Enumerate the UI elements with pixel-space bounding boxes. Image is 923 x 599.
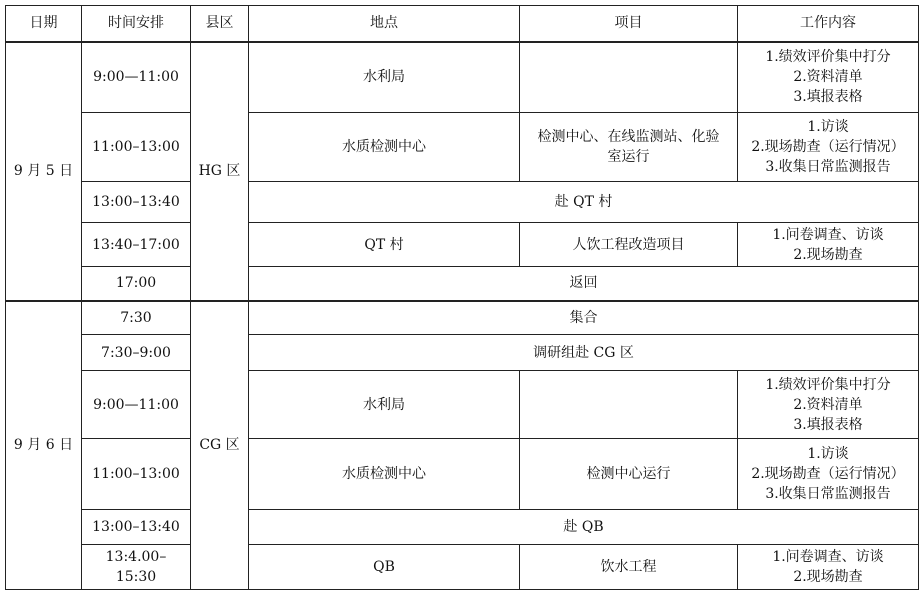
time-cell: 7:30–9:00 (82, 335, 191, 371)
table-row (6, 267, 919, 301)
project-cell (520, 371, 738, 439)
work-cell (738, 545, 919, 590)
activity-span-cell: 赴 QB (249, 510, 919, 545)
schedule-table (5, 5, 919, 590)
activity-span-cell: 返回 (249, 267, 919, 301)
table-row (6, 439, 919, 510)
work-item: 2.现场勘查（运行情况） (751, 139, 905, 155)
place-cell: 水质检测中心 (249, 113, 520, 182)
table-row (6, 223, 919, 267)
work-item: 2.资料清单 (793, 396, 863, 413)
work-cell (738, 113, 919, 182)
work-item: 2.现场勘查 (793, 569, 863, 585)
header-place: 地点 (249, 6, 520, 42)
work-item: 3.填报表格 (793, 89, 863, 106)
time-cell: 13:40–17:00 (82, 223, 191, 267)
header-row (6, 6, 919, 42)
project-cell (520, 113, 738, 182)
time-cell: 17:00 (82, 267, 191, 301)
work-cell (738, 223, 919, 267)
time-cell: 13:00–13:40 (82, 510, 191, 545)
time-cell: 13:00–13:40 (82, 182, 191, 223)
time-cell: 7:30 (82, 301, 191, 335)
header-time: 时间安排 (82, 6, 191, 42)
project-cell (520, 42, 738, 113)
project-line: 检测中心、在线监测站、化验 (537, 129, 720, 145)
header-work: 工作内容 (738, 6, 919, 42)
place-cell: 水质检测中心 (249, 439, 520, 510)
work-item: 1.问卷调查、访谈 (772, 549, 884, 565)
table-row (6, 182, 919, 223)
header-date: 日期 (6, 6, 82, 42)
table-row (6, 510, 919, 545)
project-line: 室运行 (607, 149, 650, 165)
work-cell (738, 42, 919, 113)
time-cell: 13:4.00–15:30 (82, 545, 191, 590)
work-item: 1.绩效评价集中打分 (765, 49, 891, 66)
work-item: 2.现场勘查（运行情况） (751, 466, 905, 482)
work-item: 1.访谈 (807, 119, 849, 135)
work-item: 3.收集日常监测报告 (765, 486, 891, 502)
place-cell: QT 村 (249, 223, 520, 267)
work-cell (738, 371, 919, 439)
date-cell: 9 月 5 日 (6, 42, 82, 301)
time-cell: 9:00—11:00 (82, 42, 191, 113)
work-item: 3.填报表格 (793, 416, 863, 433)
time-cell: 11:00–13:00 (82, 439, 191, 510)
table-row (6, 545, 919, 590)
table-row (6, 371, 919, 439)
work-item: 3.收集日常监测报告 (765, 159, 891, 175)
header-district: 县区 (191, 6, 249, 42)
work-item: 2.现场勘查 (793, 246, 863, 263)
time-cell: 9:00—11:00 (82, 371, 191, 439)
activity-span-cell: 集合 (249, 301, 919, 335)
place-cell: 水利局 (249, 371, 520, 439)
date-cell: 9 月 6 日 (6, 301, 82, 590)
header-project: 项目 (520, 6, 738, 42)
table-row (6, 301, 919, 335)
table-row (6, 335, 919, 371)
work-item: 1.问卷调查、访谈 (772, 226, 884, 243)
district-cell: HG 区 (191, 42, 249, 301)
project-cell: 饮水工程 (520, 545, 738, 590)
table-row (6, 42, 919, 113)
activity-span-cell: 赴 QT 村 (249, 182, 919, 223)
work-item: 1.访谈 (807, 446, 849, 462)
table-row (6, 113, 919, 182)
work-item: 1.绩效评价集中打分 (765, 376, 891, 393)
district-cell: CG 区 (191, 301, 249, 590)
place-cell: QB (249, 545, 520, 590)
project-cell: 人饮工程改造项目 (520, 223, 738, 267)
activity-span-cell: 调研组赴 CG 区 (249, 335, 919, 371)
place-cell: 水利局 (249, 42, 520, 113)
project-cell: 检测中心运行 (520, 439, 738, 510)
work-item: 2.资料清单 (793, 69, 863, 86)
work-cell (738, 439, 919, 510)
time-cell: 11:00–13:00 (82, 113, 191, 182)
